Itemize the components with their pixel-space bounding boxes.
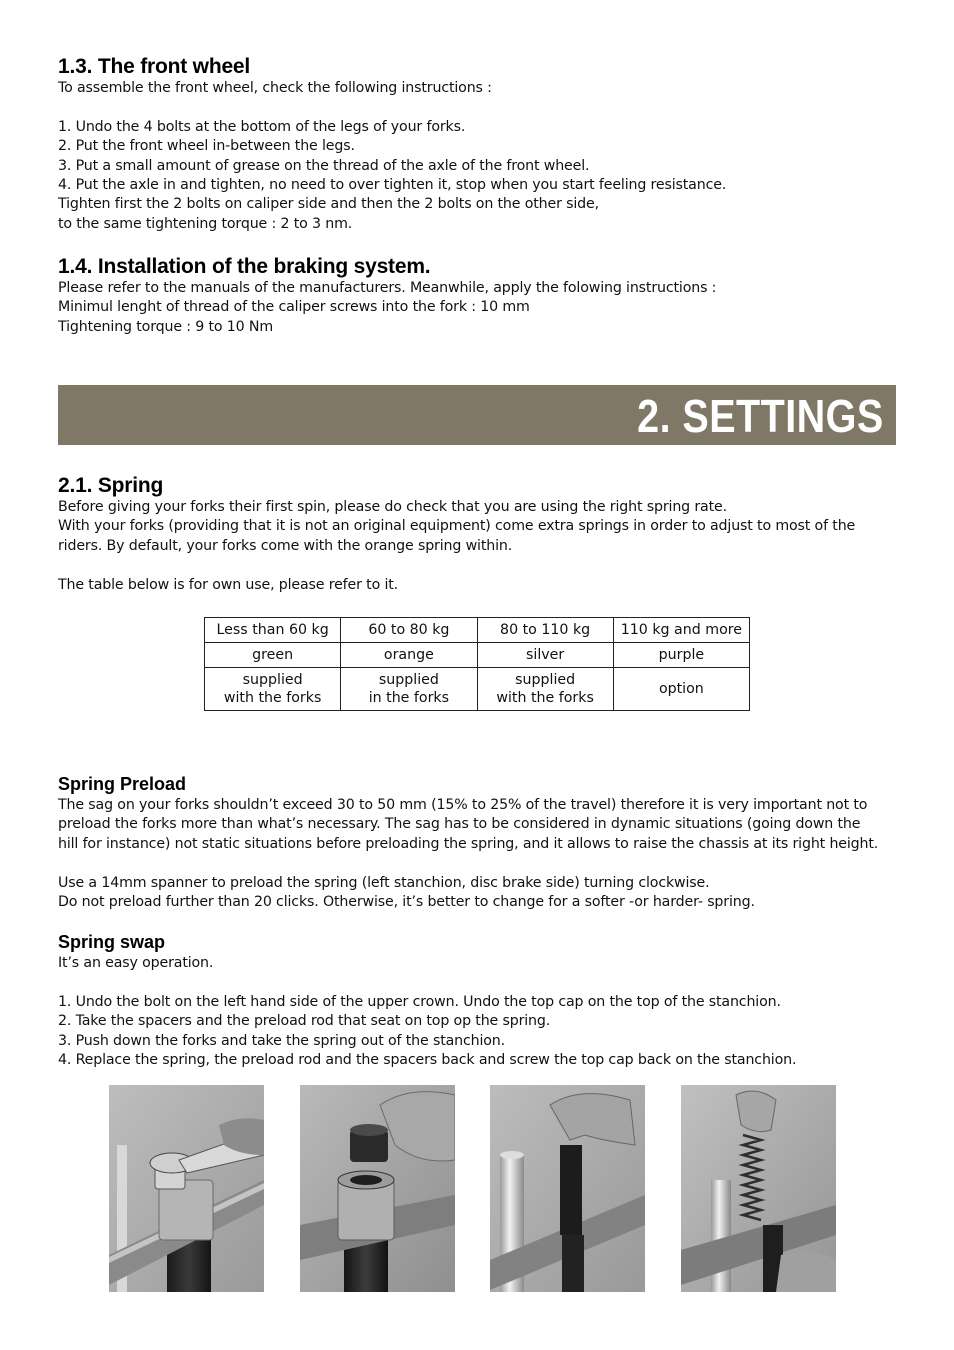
text-line: 4. Put the axle in and tighten, no need to over tighten it, stop when you start feeling resistance. (58, 177, 727, 194)
text-line: The table below is for own use, please refer to it. (58, 576, 399, 593)
table-row-weights (205, 618, 750, 643)
text-line: riders. By default, your forks come with the orange spring within. (58, 537, 513, 554)
text-line: With your forks (providing that it is not an original equipment) come extra springs in order to adjust to most of the (58, 518, 856, 535)
photo-remove-preload-rod (490, 1085, 645, 1292)
text-line (58, 854, 878, 873)
cell-line: supplied (242, 672, 303, 688)
settings-banner (58, 385, 896, 445)
text-line: 2. Take the spacers and the preload rod that seat on top op the spring. (58, 1013, 551, 1030)
text-line (58, 973, 796, 992)
text-line: To assemble the front wheel, check the following instructions : (58, 80, 492, 96)
table-row-supply (205, 668, 750, 711)
table-cell (477, 668, 613, 711)
table-cell (613, 668, 749, 711)
section-heading-braking: 1.4. Installation of the braking system. (58, 255, 431, 278)
text-line: 1. Undo the 4 bolts at the bottom of the legs of your forks. (58, 118, 466, 135)
table-cell: 80 to 110 kg (477, 618, 613, 643)
subheading-spring-swap: Spring swap (58, 932, 166, 952)
spring-rate-table (204, 617, 750, 711)
cell-line: in the forks (368, 690, 450, 706)
cell-line: supplied (378, 672, 439, 688)
table-cell: silver (477, 643, 613, 668)
section-heading-spring: 2.1. Spring (58, 474, 164, 497)
text-line: The sag on your forks shouldn’t exceed 30 to 50 mm (15% to 25% of the travel) therefore it is very important not to (58, 797, 868, 813)
photo-remove-top-cap (300, 1085, 455, 1292)
text-line (58, 98, 726, 117)
text-line: Tighten first the 2 bolts on caliper side and then the 2 bolts on the other side, (58, 196, 599, 213)
text-line: preload the forks more than what’s necessary. The sag has to be considered in dynamic situations (going down the (58, 816, 861, 833)
text-line: hill for instance) not static situations before preloading the spring, and it allows to raise the chassis at its right height. (58, 835, 879, 852)
table-cell (341, 668, 477, 711)
cell-line: with the forks (223, 690, 322, 706)
spring-text (58, 498, 855, 595)
photo-undo-top-cap (109, 1085, 264, 1292)
table-cell: green (205, 643, 341, 668)
cell-line: with the forks (496, 690, 594, 706)
cell-line: supplied (515, 672, 576, 688)
table-row-colors (205, 643, 750, 668)
text-line: Before giving your forks their first spin, please do check that you are using the right spring rate. (58, 499, 727, 515)
subheading-spring-preload: Spring Preload (58, 774, 187, 794)
table-cell: Less than 60 kg (205, 618, 341, 643)
text-line: 3. Push down the forks and take the spring out of the stanchion. (58, 1032, 506, 1049)
text-line: 3. Put a small amount of grease on the thread of the axle of the front wheel. (58, 157, 590, 174)
text-line: 1. Undo the bolt on the left hand side of the upper crown. Undo the top cap on the top of the stanchion. (58, 993, 781, 1010)
text-line: Please refer to the manuals of the manufacturers. Meanwhile, apply the folowing instructions : (58, 280, 717, 296)
table-cell: purple (613, 643, 749, 668)
text-line: 4. Replace the spring, the preload rod and the spacers back and screw the top cap back on the stanchion. (58, 1052, 797, 1069)
table-cell (205, 668, 341, 711)
swap-text (58, 954, 796, 1070)
table-cell: 110 kg and more (613, 618, 749, 643)
text-line: to the same tightening torque : 2 to 3 nm. (58, 215, 353, 232)
text-line: Minimul lenght of thread of the caliper screws into the fork : 10 mm (58, 299, 530, 316)
settings-banner-title: 2. SETTINGS (637, 390, 884, 442)
section-heading-front-wheel: 1.3. The front wheel (58, 55, 251, 78)
braking-text (58, 279, 716, 337)
preload-text (58, 796, 878, 912)
front-wheel-text (58, 79, 726, 234)
text-line: 2. Put the front wheel in-between the legs. (58, 138, 355, 155)
text-line (58, 556, 855, 575)
text-line: Do not preload further than 20 clicks. Otherwise, it’s better to change for a softer -or harder- spring. (58, 894, 755, 911)
text-line: It’s an easy operation. (58, 955, 214, 971)
table-cell: orange (341, 643, 477, 668)
text-line: Tightening torque : 9 to 10 Nm (58, 318, 274, 335)
cell-line: option (658, 681, 704, 697)
photo-remove-spring (681, 1085, 836, 1292)
text-line: Use a 14mm spanner to preload the spring (left stanchion, disc brake side) turning clockwise. (58, 874, 710, 891)
table-cell: 60 to 80 kg (341, 618, 477, 643)
